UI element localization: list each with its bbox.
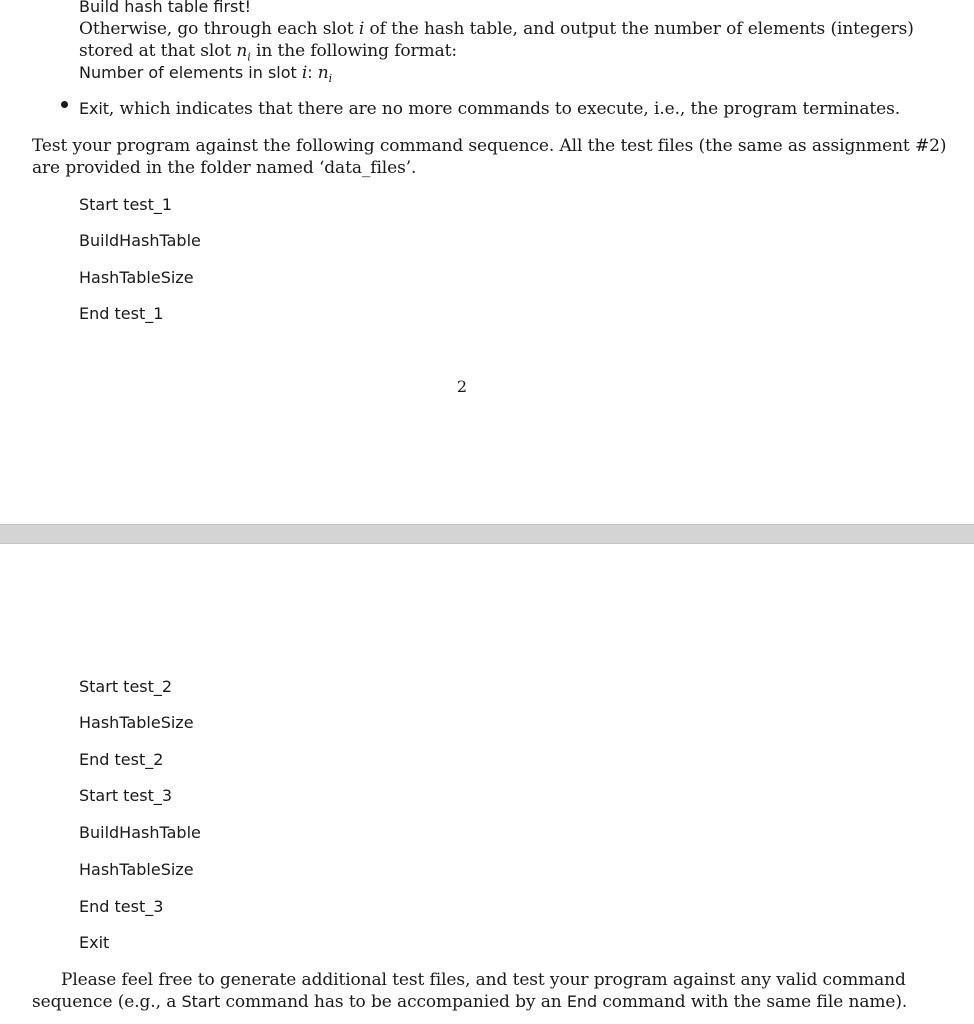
command-line: Start test_1 bbox=[79, 195, 173, 214]
otherwise-text-a: Otherwise, go through each slot bbox=[79, 19, 359, 39]
bullet-dot-icon bbox=[61, 101, 68, 108]
otherwise-line-1 bbox=[79, 18, 914, 40]
closing-paragraph-line-2 bbox=[32, 991, 907, 1013]
format-colon: : bbox=[307, 63, 318, 82]
format-var-i: i bbox=[301, 63, 308, 83]
test-paragraph-line-1: Test your program against the following command sequence. All the test files (the same as assignment #2) bbox=[32, 136, 947, 156]
command-line: HashTableSize bbox=[79, 713, 194, 732]
exit-keyword: Exit bbox=[79, 99, 109, 118]
format-var-n: n bbox=[317, 63, 329, 83]
command-line: Start test_3 bbox=[79, 786, 173, 805]
page-number: 2 bbox=[456, 377, 468, 396]
command-line: BuildHashTable bbox=[79, 231, 201, 250]
var-i: i bbox=[358, 19, 365, 39]
command-line: HashTableSize bbox=[79, 860, 194, 879]
var-n-subscript: i bbox=[247, 50, 251, 64]
command-line: HashTableSize bbox=[79, 268, 194, 287]
command-line: Start test_2 bbox=[79, 677, 173, 696]
closing-text-b: command has to be accompanied by an bbox=[220, 992, 567, 1012]
exit-description: , which indicates that there are no more commands to execute, i.e., the program terminates. bbox=[108, 99, 901, 119]
start-keyword: Start bbox=[181, 992, 221, 1011]
var-n: n bbox=[236, 41, 248, 61]
test-paragraph-line-2: are provided in the folder named ‘data_files’. bbox=[32, 158, 417, 178]
otherwise-text-c: stored at that slot bbox=[79, 41, 237, 61]
output-format-line bbox=[79, 62, 332, 90]
command-line: End test_3 bbox=[79, 897, 164, 916]
otherwise-text-d: in the following format: bbox=[250, 41, 457, 61]
command-line: End test_1 bbox=[79, 304, 164, 323]
command-line: End test_2 bbox=[79, 750, 164, 769]
closing-paragraph-line-1: Please feel free to generate additional test files, and test your program against any valid command bbox=[61, 970, 906, 990]
build-first-note: Build hash table first! bbox=[79, 0, 252, 16]
otherwise-text-b: of the hash table, and output the number of elements (integers) bbox=[364, 19, 914, 39]
command-line: BuildHashTable bbox=[79, 823, 201, 842]
page-separator bbox=[0, 524, 974, 544]
exit-bullet-item bbox=[79, 98, 900, 120]
format-var-n-subscript: i bbox=[328, 72, 332, 86]
closing-text-a: sequence (e.g., a bbox=[32, 992, 182, 1012]
closing-text-c: command with the same file name). bbox=[597, 992, 908, 1012]
end-keyword: End bbox=[566, 992, 598, 1011]
command-line: Exit bbox=[79, 933, 110, 952]
format-prefix: Number of elements in slot bbox=[79, 63, 302, 82]
